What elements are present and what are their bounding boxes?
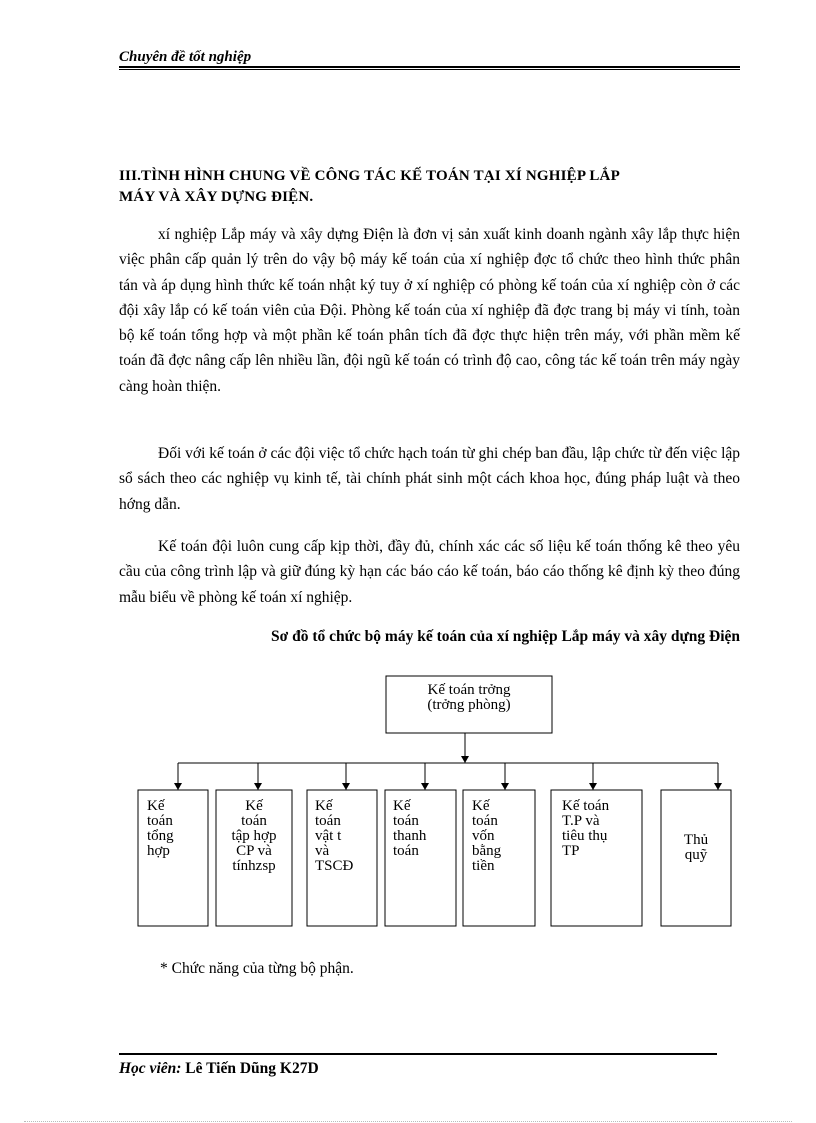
- functions-note: * Chức năng của từng bộ phận.: [160, 960, 354, 977]
- child-label-3-line-1: Kế: [315, 798, 333, 814]
- child-label-2-line-3: tập hợp: [231, 828, 277, 844]
- child-label-7-line-2: quỹ: [684, 847, 708, 863]
- child-label-6-line-3: tiêu thụ: [562, 828, 608, 844]
- child-label-2-line-2: toán: [241, 813, 267, 829]
- child-label-7-line-1: Thủ: [683, 832, 709, 848]
- child-label-1-line-2: toán: [147, 813, 173, 829]
- root-arrow: [461, 756, 469, 763]
- child-label-5-line-5: tiền: [472, 858, 495, 874]
- root-label-line1: Kế toán trởng: [427, 682, 511, 698]
- child-label-1-line-3: tổng: [147, 828, 174, 844]
- child-arrow-5: [501, 783, 509, 790]
- child-label-5-line-1: Kế: [472, 798, 490, 814]
- section-heading-line1: III.TÌNH HÌNH CHUNG VỀ CÔNG TÁC KẾ TOÁN TẠI XÍ NGHIỆP LẮP: [119, 168, 620, 184]
- child-label-2-line-4: CP và: [236, 843, 272, 859]
- child-label-6-line-4: TP: [562, 843, 580, 859]
- child-label-5-line-3: vốn: [472, 828, 495, 844]
- child-label-3-line-5: TSCĐ: [315, 858, 354, 874]
- child-label-2: [216, 799, 292, 874]
- child-label-6-line-2: T.P và: [562, 813, 600, 829]
- child-arrow-4: [421, 783, 429, 790]
- page-bottom-edge: [24, 1121, 792, 1122]
- root-label-line2: (trởng phòng): [427, 697, 511, 713]
- child-label-2-line-1: Kế: [245, 798, 263, 814]
- child-label-4-line-1: Kế: [393, 798, 411, 814]
- child-label-5: [472, 799, 501, 874]
- child-label-4-line-2: toán: [393, 813, 419, 829]
- child-arrow-3: [342, 783, 350, 790]
- child-label-5-line-2: toán: [472, 813, 498, 829]
- child-label-2-line-5: tínhzsp: [232, 858, 276, 874]
- child-label-3-line-3: vật t: [315, 828, 342, 844]
- child-label-1-line-4: hợp: [147, 843, 170, 859]
- child-arrow-7: [714, 783, 722, 790]
- child-arrow-6: [589, 783, 597, 790]
- child-label-7: [661, 833, 731, 863]
- child-label-3: [315, 799, 353, 874]
- footer-label: Học viên:: [119, 1060, 182, 1077]
- child-label-4-line-3: thanh: [393, 828, 427, 844]
- child-arrow-1: [174, 783, 182, 790]
- child-label-1-line-1: Kế: [147, 798, 165, 814]
- footer: [119, 1060, 319, 1078]
- child-label-1: [147, 799, 174, 859]
- child-label-3-line-4: và: [315, 843, 330, 859]
- paragraph-2: Đối với kế toán ở các đội việc tổ chức hạch toán từ ghi chép ban đầu, lập chức từ đến việc lập sổ sách theo các nghiệp vụ kinh tế, tài chính phát sinh một cách khoa học, đúng pháp luật và theo hớng dẫn.: [119, 445, 740, 513]
- section-heading-line2: MÁY VÀ XÂY DỰNG ĐIỆN.: [119, 189, 314, 205]
- page-header-title: Chuyên đề tốt nghiệp: [119, 49, 252, 65]
- root-label: [386, 683, 552, 713]
- child-label-4: [393, 799, 426, 859]
- child-arrow-2: [254, 783, 262, 790]
- footer-author: Lê Tiến Dũng K27D: [185, 1060, 319, 1077]
- paragraph-1: xí nghiệp Lắp máy và xây dựng Điện là đơn vị sản xuất kinh doanh ngành xây lắp thực hiện việc phân cấp quản lý trên do vậy bộ máy kế toán của xí nghiệp đợc tổ chức theo hình thức phân tán và áp dụng hình thức kế toán nhật ký tuy ở xí nghiệp có phòng kế toán của xí nghiệp còn ở các đội xây lắp có kế toán viên của Đội. Phòng kế toán của xí nghiệp đã đợc trang bị máy vi tính, toàn bộ kế toán tổng hợp và một phần kế toán phân tích đã đợc thực hiện trên máy, với phần mềm kế toán đã đợc nâng cấp lên nhiều lần, đội ngũ kế toán có trình độ cao, công tác kế toán trên máy ngày càng hoàn thiện.: [119, 226, 740, 395]
- footer-rule: [119, 1053, 717, 1055]
- child-label-3-line-2: toán: [315, 813, 341, 829]
- child-label-6: [562, 799, 609, 859]
- paragraph-3: Kế toán đội luôn cung cấp kịp thời, đầy đủ, chính xác các số liệu kế toán thống kê theo yêu cầu của công trình lập và giữ đúng kỳ hạn các báo cáo kế toán, báo cáo thống kê định kỳ theo đúng mẫu biểu về phòng kế toán xí nghiệp.: [119, 538, 740, 606]
- child-label-4-line-4: toán: [393, 843, 419, 859]
- child-label-5-line-4: bằng: [472, 843, 502, 859]
- child-label-6-line-1: Kế toán: [562, 798, 610, 814]
- diagram-title: Sơ đồ tổ chức bộ máy kế toán của xí nghiệp Lắp máy và xây dựng Điện: [271, 628, 740, 645]
